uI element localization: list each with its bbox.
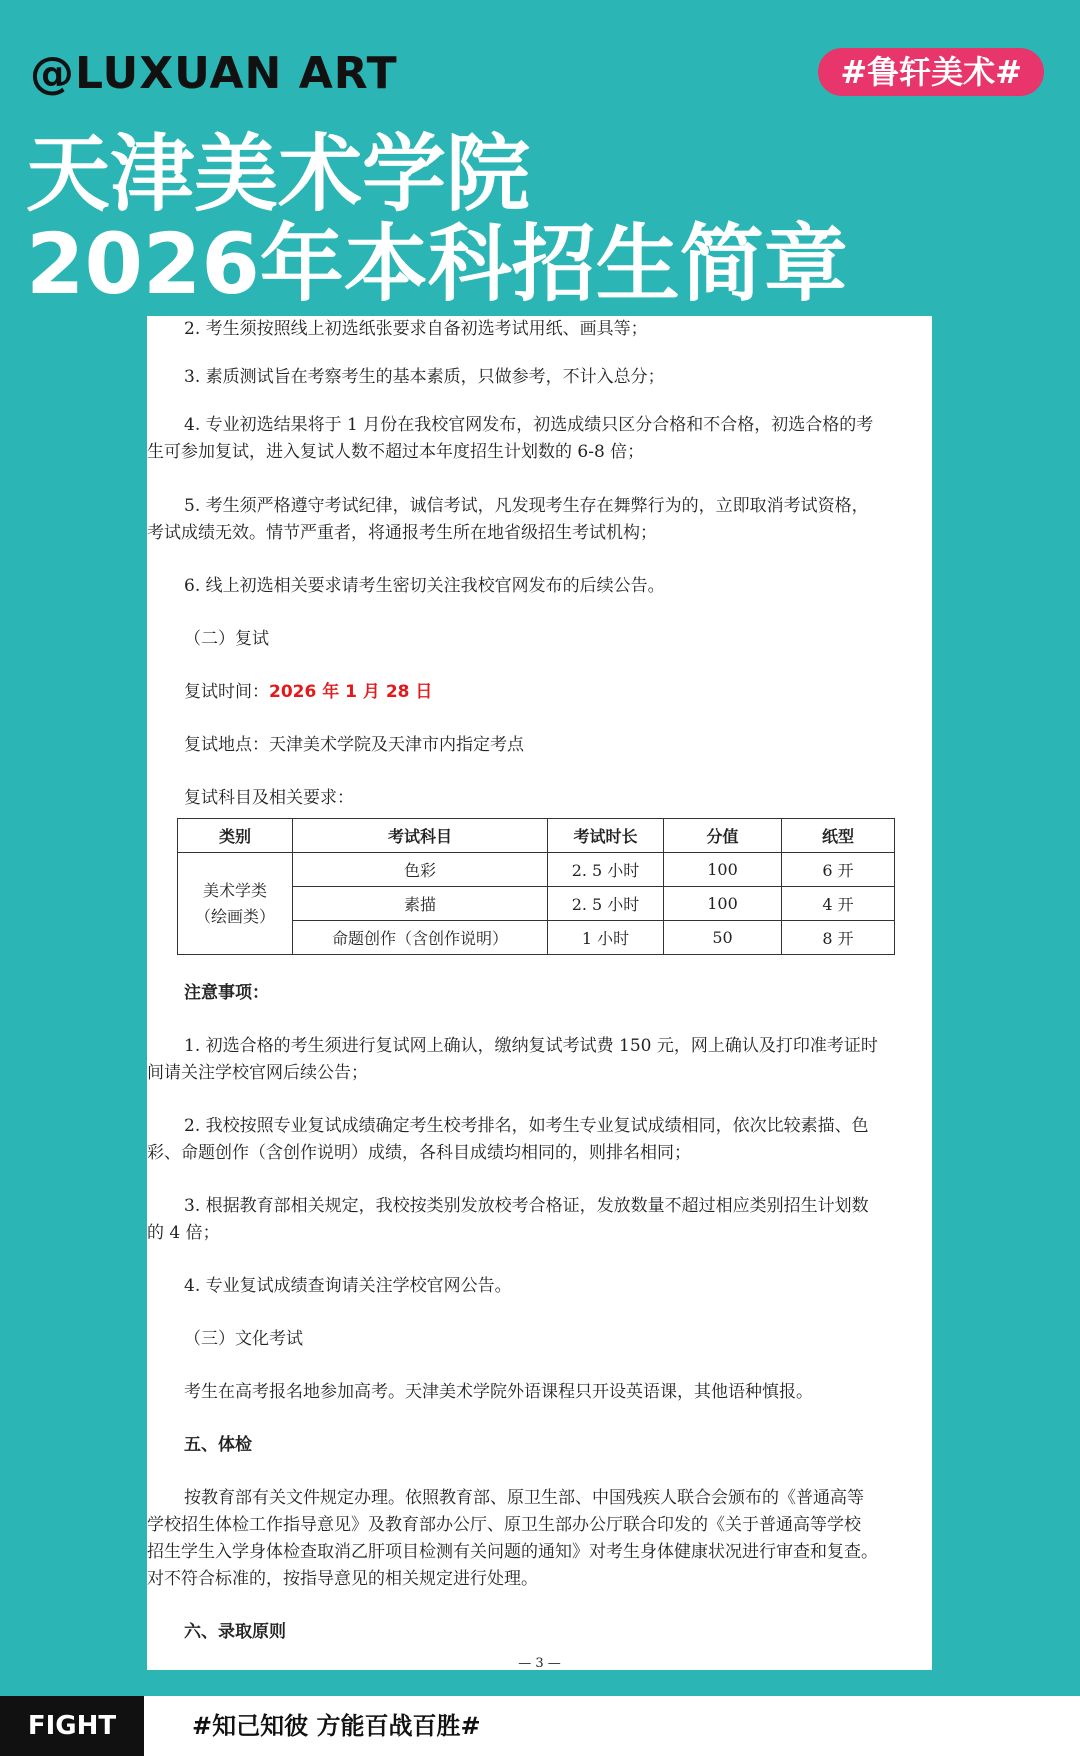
doc-item-2: 2. 考生须按照线上初选纸张要求自备初选考试用纸、画具等； [184,319,648,339]
footer-motto: #知己知彼 方能百战百胜# [192,1712,481,1740]
table-header-cell: 考试科目 [293,819,548,853]
health-line4: 对不符合标准的，按指导意见的相关规定进行处理。 [147,1569,538,1589]
notes-heading: 注意事项： [184,983,269,1003]
table-cell: 8 开 [782,921,895,955]
table-cell: 50 [664,921,782,955]
table-cell: 100 [664,887,782,921]
retest-place: 复试地点：天津美术学院及天津市内指定考点 [184,735,524,755]
table-header-row [178,819,895,853]
category-line1: 美术学类 [202,880,267,900]
note-2-line1: 2. 我校按照专业复试成绩确定考生校考排名，如考生专业复试成绩相同，依次比较素描、色 [184,1116,869,1136]
note-1-line2: 间请关注学校官网后续公告； [147,1063,368,1083]
health-line3: 招生学生入学身体检查取消乙肝项目检测有关问题的通知》对考生身体健康状况进行审查和复查。 [147,1542,878,1562]
doc-item-6: 6. 线上初选相关要求请考生密切关注我校官网发布的后续公告。 [184,576,665,596]
table-header-cell: 考试时长 [548,819,664,853]
note-1-line1: 1. 初选合格的考生须进行复试网上确认，缴纳复试考试费 150 元，网上确认及打印准考证时 [184,1036,878,1056]
doc-item-3: 3. 素质测试旨在考察考生的基本素质，只做参考，不计入总分； [184,367,665,387]
table-header-cell: 分值 [664,819,782,853]
note-3-line2: 的 4 倍； [147,1223,220,1243]
culture-text: 考生在高考报名地参加高考。天津美术学院外语课程只开设英语课，其他语种慎报。 [184,1382,813,1402]
table-cell: 2. 5 小时 [548,887,664,921]
table-cell: 100 [664,853,782,887]
note-4: 4. 专业复试成绩查询请关注学校官网公告。 [184,1276,512,1296]
hashtag-badge: #鲁轩美术# [818,48,1044,96]
retest-subjects-label: 复试科目及相关要求： [184,788,354,808]
health-line1: 按教育部有关文件规定办理。依照教育部、原卫生部、中国残疾人联合会颁布的《普通高等 [184,1488,864,1508]
brand-label: @LUXUAN ART [30,48,398,99]
doc-item-4-line2: 生可参加复试，进入复试人数不超过本年度招生计划数的 6-8 倍； [147,442,645,462]
table-cell: 2. 5 小时 [548,853,664,887]
page-number: — 3 — [518,1656,561,1670]
doc-item-5-line2: 考试成绩无效。情节严重者，将通报考生所在地省级招生考试机构； [147,523,657,543]
retest-time-label: 复试时间： [184,682,269,702]
table-cell: 色彩 [293,853,548,887]
table-header-cell: 类别 [178,819,293,853]
table-cell: 1 小时 [548,921,664,955]
note-3-line1: 3. 根据教育部相关规定，我校按类别发放校考合格证，发放数量不超过相应类别招生计划数 [184,1196,869,1216]
note-2-line2: 彩、命题创作（含创作说明）成绩，各科目成绩均相同的，则排名相同； [147,1143,691,1163]
table-cell: 素描 [293,887,548,921]
section-5-heading: 五、体检 [184,1435,252,1455]
retest-time [147,679,932,706]
table-cell: 4 开 [782,887,895,921]
category-line2: （绘画类） [194,906,275,926]
table-header-cell: 纸型 [782,819,895,853]
page-title-line1: 天津美术学院 [26,125,531,223]
retest-subjects-table [177,818,895,955]
doc-item-5-line1: 5. 考生须严格遵守考试纪律，诚信考试，凡发现考生存在舞弊行为的，立即取消考试资格， [184,496,869,516]
table-row [178,853,895,887]
section-retest-heading: （二）复试 [184,629,269,649]
footer-bar [0,1696,1080,1756]
page-title-line2: 2026年本科招生简章 [26,215,848,313]
fight-label: FIGHT [0,1696,144,1756]
document-page [147,316,932,1670]
retest-time-value: 2026 年 1 月 28 日 [269,682,433,702]
section-culture-heading: （三）文化考试 [184,1329,303,1349]
table-category-cell [178,853,293,955]
section-6-heading: 六、录取原则 [184,1622,286,1642]
table-cell: 命题创作（含创作说明） [293,921,548,955]
table-cell: 6 开 [782,853,895,887]
health-line2: 学校招生体检工作指导意见》及教育部办公厅、原卫生部办公厅联合印发的《关于普通高等学校 [147,1515,861,1535]
doc-item-4-line1: 4. 专业初选结果将于 1 月份在我校官网发布，初选成绩只区分合格和不合格，初选合格的考 [184,415,874,435]
